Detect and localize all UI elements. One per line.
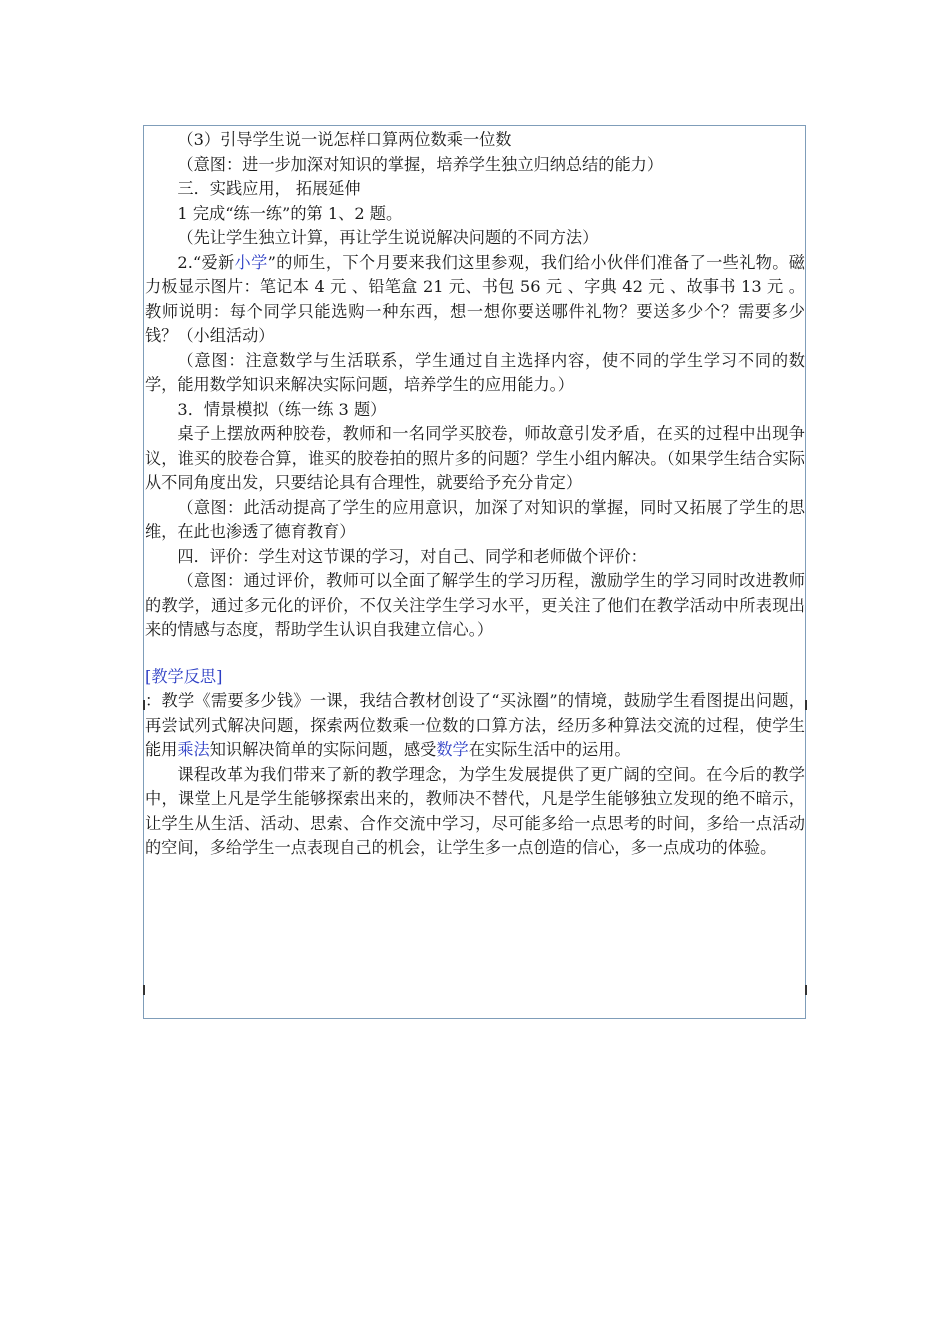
link-chengfa[interactable]: 乘法 [177,740,210,759]
reflection-heading[interactable]: [教学反思] [145,666,223,686]
paragraph: （先让学生独立计算，再让学生说说解决问题的不同方法） [177,228,599,247]
right-margin-mark [805,985,807,995]
text: 知识解决简单的实际问题，感受 [209,740,437,759]
paragraph [145,251,805,349]
paragraph: （意图：注意数学与生活联系，学生通过自主选择内容，使不同的学生学习不同的数学，能用数学知识来解决实际问题，培养学生的应用能力。） [145,350,805,394]
right-margin-mark [805,700,807,710]
link-xiaoxue[interactable]: 小学 [234,252,268,272]
paragraph: （意图：此活动提高了学生的应用意识，加深了对知识的掌握，同时又拓展了学生的思维，在此也渗透了德育教育） [145,497,805,541]
paragraph: （意图：进一步加深对知识的掌握，培养学生独立归纳总结的能力） [177,154,664,174]
section-heading: 三．实践应用， 拓展延伸 [177,179,361,198]
text: 2.“爱新 [177,252,235,272]
text: ”的师生，下个月要来我们这里参观，我们给小伙伴们准备了一些礼物。磁力板显示图片：笔记本 4 元 、铅笔盒 21 元、书包 56 元 、字典 42 元 、故事书 13 元 。教师说明：每个同学只能选购一种东西，想一想你要送哪件礼物？要送多少个？需要多少钱？（小组活动） [145,252,805,345]
paragraph: （意图：通过评价，教师可以全面了解学生的学习历程，激励学生的学习同时改进教师的教学，通过多元化的评价，不仅关注学生学习水平，更关注了他们在教学活动中所表现出来的情感与态度，帮助学生认识自我建立信心。） [145,571,805,639]
section-heading: 四．评价：学生对这节课的学习，对自己、同学和老师做个评价： [177,546,647,566]
section-heading: 3．情景模拟（练一练 3 题） [177,399,387,419]
paragraph: （3）引导学生说一说怎样口算两位数乘一位数 [177,130,512,149]
paragraph: 1 完成“练一练”的第 1、2 题。 [177,203,403,223]
text: 在实际生活中的运用。 [468,740,631,759]
document-body [145,128,805,861]
left-margin-mark [143,985,145,995]
paragraph: 桌子上摆放两种胶卷，教师和一名同学买胶卷，师故意引发矛盾，在买的过程中出现争议，谁买的胶卷合算，谁买的胶卷拍的照片多的问题？学生小组内解决。（如果学生结合实际从不同角度出发，只要结论具有合理性，就要给予充分肯定） [145,424,805,492]
text: ：教学《需要多少钱》一课，我结合教材创设了“买泳圈”的情境，鼓励学生看图提出问题，再尝试列式解决问题，探索两位数乘一位数的口算方法，经历多种算法交流的过程，使学生能用 [145,691,805,759]
spacer [145,643,805,665]
paragraph [145,689,805,763]
paragraph: 课程改革为我们带来了新的教学理念，为学生发展提供了更广阔的空间。在今后的教学中，课堂上凡是学生能够探索出来的，教师决不替代，凡是学生能够独立发现的绝不暗示，让学生从生活、活动、思索、合作交流中学习，尽可能多给一点思考的时间，多给一点活动的空间，多给学生一点表现自己的机会，让学生多一点创造的信心，多一点成功的体验。 [145,764,805,857]
link-shuxue[interactable]: 数学 [436,740,469,759]
